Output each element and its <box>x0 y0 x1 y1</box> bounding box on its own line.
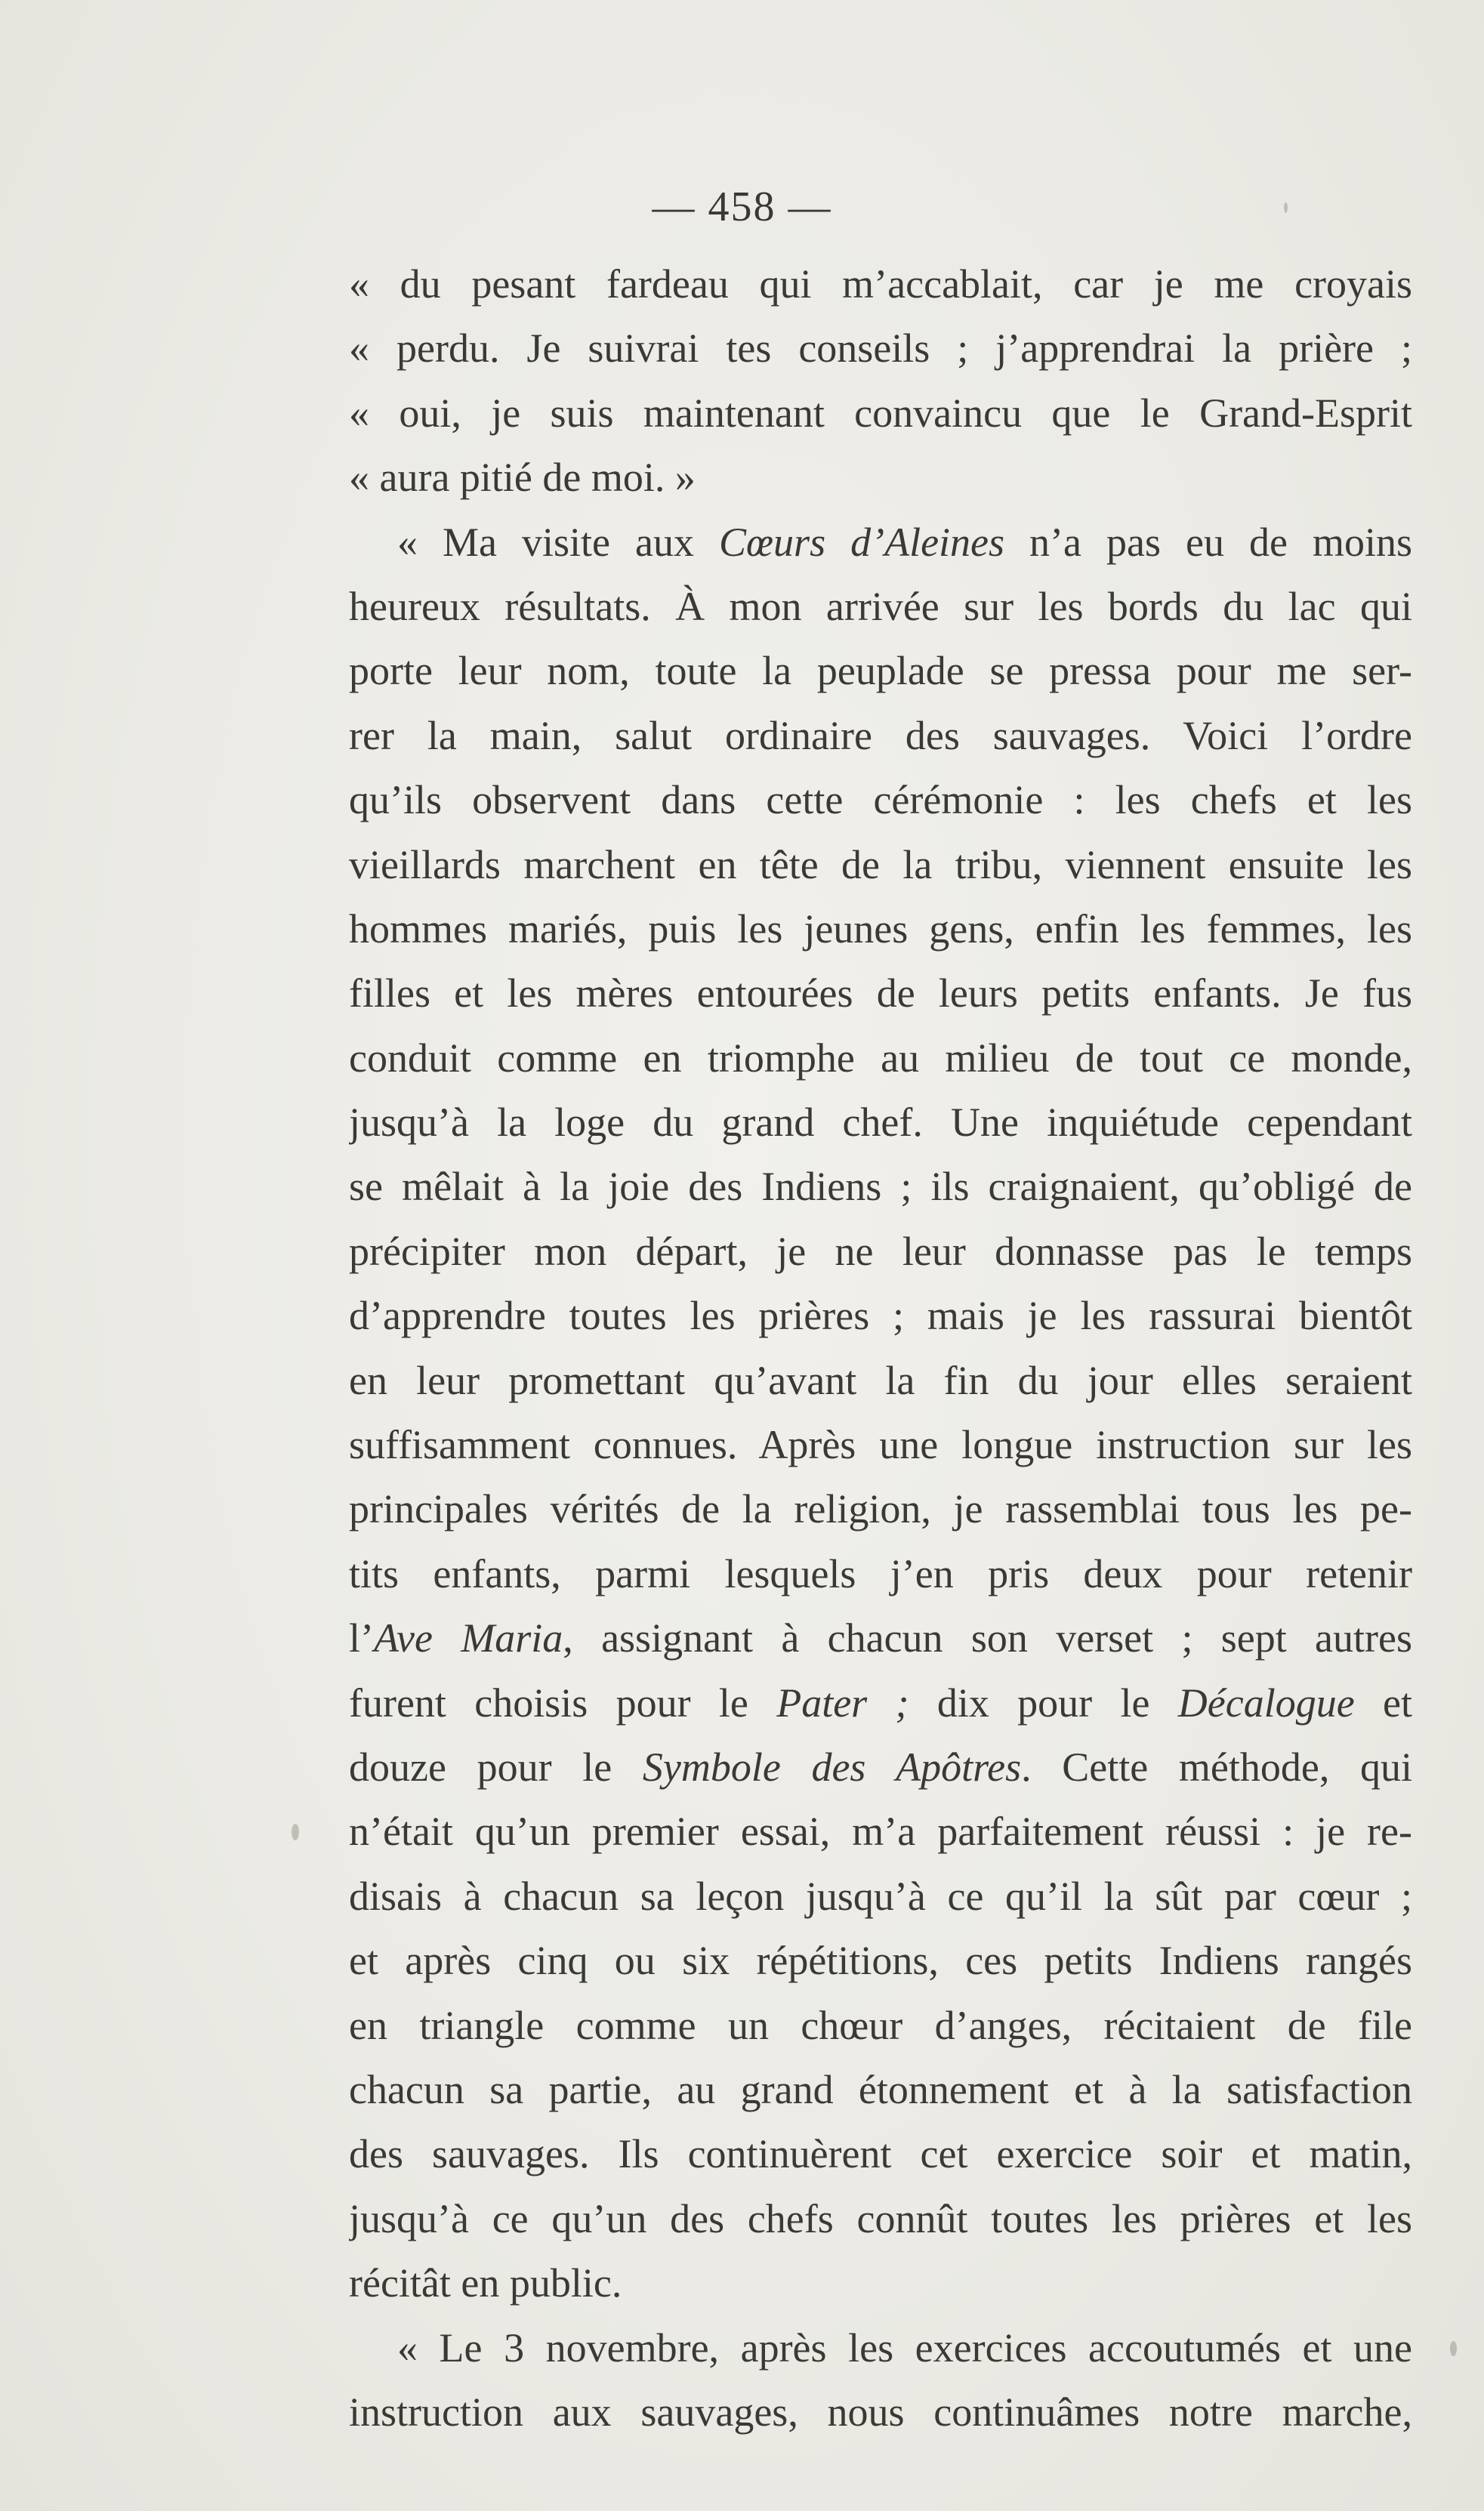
text-line: rer la main, salut ordinaire des sauvages. Voici l’ordre <box>349 712 1412 758</box>
text-line: « du pesant fardeau qui m’accablait, car je me croyais <box>349 261 1412 307</box>
text-line: instruction aux sauvages, nous continuâmes notre marche, <box>349 2389 1412 2435</box>
paper-speck <box>292 1824 299 1840</box>
paper-speck <box>1284 202 1288 213</box>
text-line: jusqu’à ce qu’un des chefs connût toutes les prières et les <box>349 2195 1412 2241</box>
text-line: « perdu. Je suivrai tes conseils ; j’apprendrai la prière ; <box>349 325 1412 372</box>
text-line: suffisamment connues. Après une longue instruction sur les <box>349 1422 1412 1468</box>
text-line: disais à chacun sa leçon jusqu’à ce qu’il la sût par cœur ; <box>349 1873 1412 1919</box>
body-text <box>349 252 1412 2445</box>
text-line: heureux résultats. À mon arrivée sur les bords du lac qui <box>349 583 1412 629</box>
text-line: qu’ils observent dans cette cérémonie : les chefs et les <box>349 777 1412 823</box>
text-line: « aura pitié de moi. » <box>349 455 696 501</box>
text-line: se mêlait à la joie des Indiens ; ils craignaient, qu’obligé de <box>349 1164 1412 1210</box>
text-line: filles et les mères entourées de leurs petits enfants. Je fus <box>349 970 1412 1016</box>
text-line: porte leur nom, toute la peuplade se pressa pour me ser- <box>349 648 1412 694</box>
text-line: en leur promettant qu’avant la fin du jour elles seraient <box>349 1357 1412 1403</box>
text-line: « oui, je suis maintenant convaincu que le Grand-Esprit <box>349 390 1412 436</box>
text-line: « Le 3 novembre, après les exercices accoutumés et une <box>397 2324 1412 2371</box>
text-line: récitât en public. <box>349 2260 622 2306</box>
text-line: « Ma visite aux Cœurs d’Aleines n’a pas eu de moins <box>397 519 1412 565</box>
text-line: principales vérités de la religion, je rassemblai tous les pe- <box>349 1486 1412 1532</box>
text-line: précipiter mon départ, je ne leur donnasse pas le temps <box>349 1228 1412 1274</box>
paper-speck <box>1450 2341 1457 2356</box>
text-line: chacun sa partie, au grand étonnement et à la satisfaction <box>349 2066 1412 2112</box>
text-line: tits enfants, parmi lesquels j’en pris deux pour retenir <box>349 1550 1412 1596</box>
text-line: vieillards marchent en tête de la tribu, viennent ensuite les <box>349 841 1412 887</box>
text-line: d’apprendre toutes les prières ; mais je les rassurai bientôt <box>349 1293 1412 1339</box>
page-number: — 458 — <box>652 184 832 230</box>
text-line: l’Ave Maria, assignant à chacun son verset ; sept autres <box>349 1615 1412 1661</box>
text-line: conduit comme en triomphe au milieu de tout ce monde, <box>349 1035 1412 1081</box>
text-line: jusqu’à la loge du grand chef. Une inquiétude cependant <box>349 1100 1412 1146</box>
text-line: hommes mariés, puis les jeunes gens, enfin les femmes, les <box>349 905 1412 952</box>
text-line: furent choisis pour le Pater ; dix pour le Décalogue et <box>349 1680 1412 1726</box>
text-line: des sauvages. Ils continuèrent cet exercice soir et matin, <box>349 2131 1412 2177</box>
text-line: en triangle comme un chœur d’anges, récitaient de file <box>349 2002 1412 2048</box>
text-line: et après cinq ou six répétitions, ces petits Indiens rangés <box>349 1938 1412 1984</box>
text-line: n’était qu’un premier essai, m’a parfaitement réussi : je re- <box>349 1809 1412 1855</box>
text-line: douze pour le Symbole des Apôtres. Cette méthode, qui <box>349 1744 1412 1790</box>
